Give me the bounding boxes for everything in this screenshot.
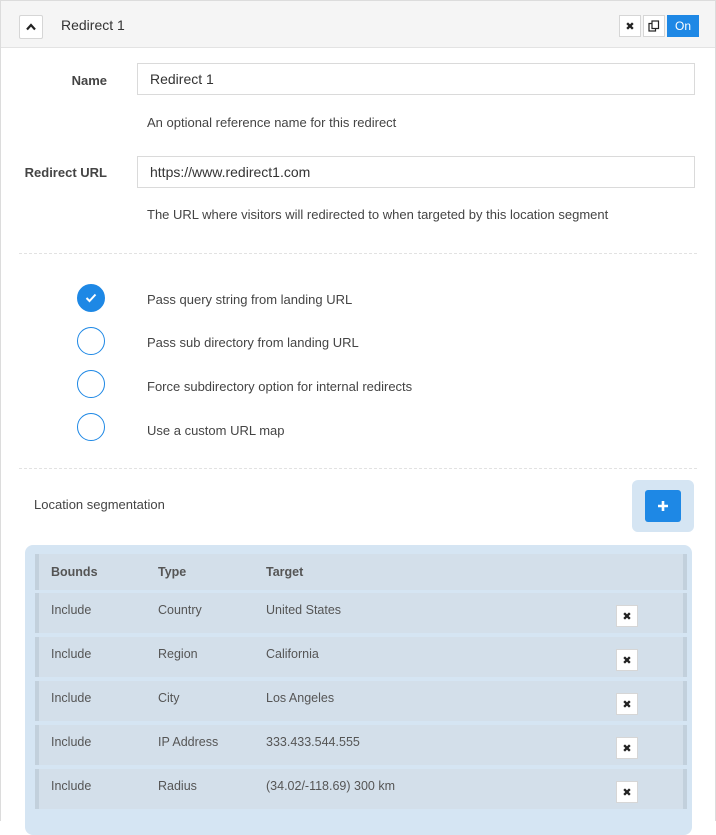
option-label: Pass query string from landing URL xyxy=(147,292,353,307)
target-cell: (34.02/-118.69) 300 km xyxy=(266,779,396,793)
divider xyxy=(19,253,697,254)
name-label: Name xyxy=(71,73,107,88)
on-toggle[interactable]: On xyxy=(667,15,699,37)
divider xyxy=(19,468,697,469)
delete-row-button[interactable] xyxy=(616,693,638,715)
header-actions xyxy=(617,15,699,37)
delete-row-button[interactable] xyxy=(616,649,638,671)
redirect-url-label: Redirect URL xyxy=(24,165,107,180)
table-row xyxy=(35,593,687,633)
pass-query-string-checkbox[interactable] xyxy=(77,284,105,312)
panel-title: Redirect 1 xyxy=(61,17,125,33)
option-label: Force subdirectory option for internal redirects xyxy=(147,379,413,394)
add-segment-button[interactable] xyxy=(645,490,681,522)
name-input[interactable]: Redirect 1 xyxy=(137,63,695,95)
add-segment-wrapper xyxy=(632,480,694,532)
duplicate-button[interactable] xyxy=(643,15,665,37)
delete-row-button[interactable] xyxy=(616,781,638,803)
checkmark-icon xyxy=(85,293,97,303)
table-row xyxy=(35,769,687,809)
bounds-cell: Include xyxy=(51,691,92,705)
bounds-cell: Include xyxy=(51,779,92,793)
table-row xyxy=(35,637,687,677)
name-help-text: An optional reference name for this redirect xyxy=(147,115,397,130)
target-cell: United States xyxy=(266,603,342,617)
close-icon: ✖ xyxy=(622,742,632,755)
custom-url-map-checkbox[interactable] xyxy=(77,413,105,441)
bounds-cell: Include xyxy=(51,603,92,617)
panel-header xyxy=(1,1,715,48)
segmentation-table xyxy=(25,545,692,835)
type-cell: City xyxy=(158,691,180,705)
bounds-header: Bounds xyxy=(51,565,98,579)
pass-sub-directory-checkbox[interactable] xyxy=(77,327,105,355)
force-subdirectory-checkbox[interactable] xyxy=(77,370,105,398)
target-header: Target xyxy=(266,565,304,579)
option-label: Pass sub directory from landing URL xyxy=(147,335,359,350)
bounds-cell: Include xyxy=(51,647,92,661)
close-icon: ✖ xyxy=(622,610,632,623)
target-cell: California xyxy=(266,647,319,661)
redirect-url-help-text: The URL where visitors will redirected to when targeted by this location segment xyxy=(147,207,609,222)
table-row xyxy=(35,681,687,721)
target-cell: Los Angeles xyxy=(266,691,335,705)
option-label: Use a custom URL map xyxy=(147,423,285,438)
close-button[interactable] xyxy=(619,15,641,37)
location-segmentation-label: Location segmentation xyxy=(34,497,165,512)
redirect-url-input[interactable]: https://www.redirect1.com xyxy=(137,156,695,188)
collapse-button[interactable] xyxy=(19,15,43,39)
type-cell: Radius xyxy=(158,779,197,793)
target-cell: 333.433.544.555 xyxy=(266,735,360,749)
close-icon: ✖ xyxy=(622,654,632,667)
close-icon: ✖ xyxy=(625,20,635,33)
delete-row-button[interactable] xyxy=(616,605,638,627)
type-cell: Country xyxy=(158,603,202,617)
copy-icon xyxy=(648,20,660,32)
bounds-cell: Include xyxy=(51,735,92,749)
close-icon: ✖ xyxy=(622,786,632,799)
close-icon: ✖ xyxy=(622,698,632,711)
type-cell: Region xyxy=(158,647,198,661)
plus-icon xyxy=(657,500,669,512)
chevron-up-icon xyxy=(26,23,36,31)
type-cell: IP Address xyxy=(158,735,219,749)
table-row xyxy=(35,725,687,765)
delete-row-button[interactable] xyxy=(616,737,638,759)
table-header-row xyxy=(35,554,687,590)
type-header: Type xyxy=(158,565,187,579)
